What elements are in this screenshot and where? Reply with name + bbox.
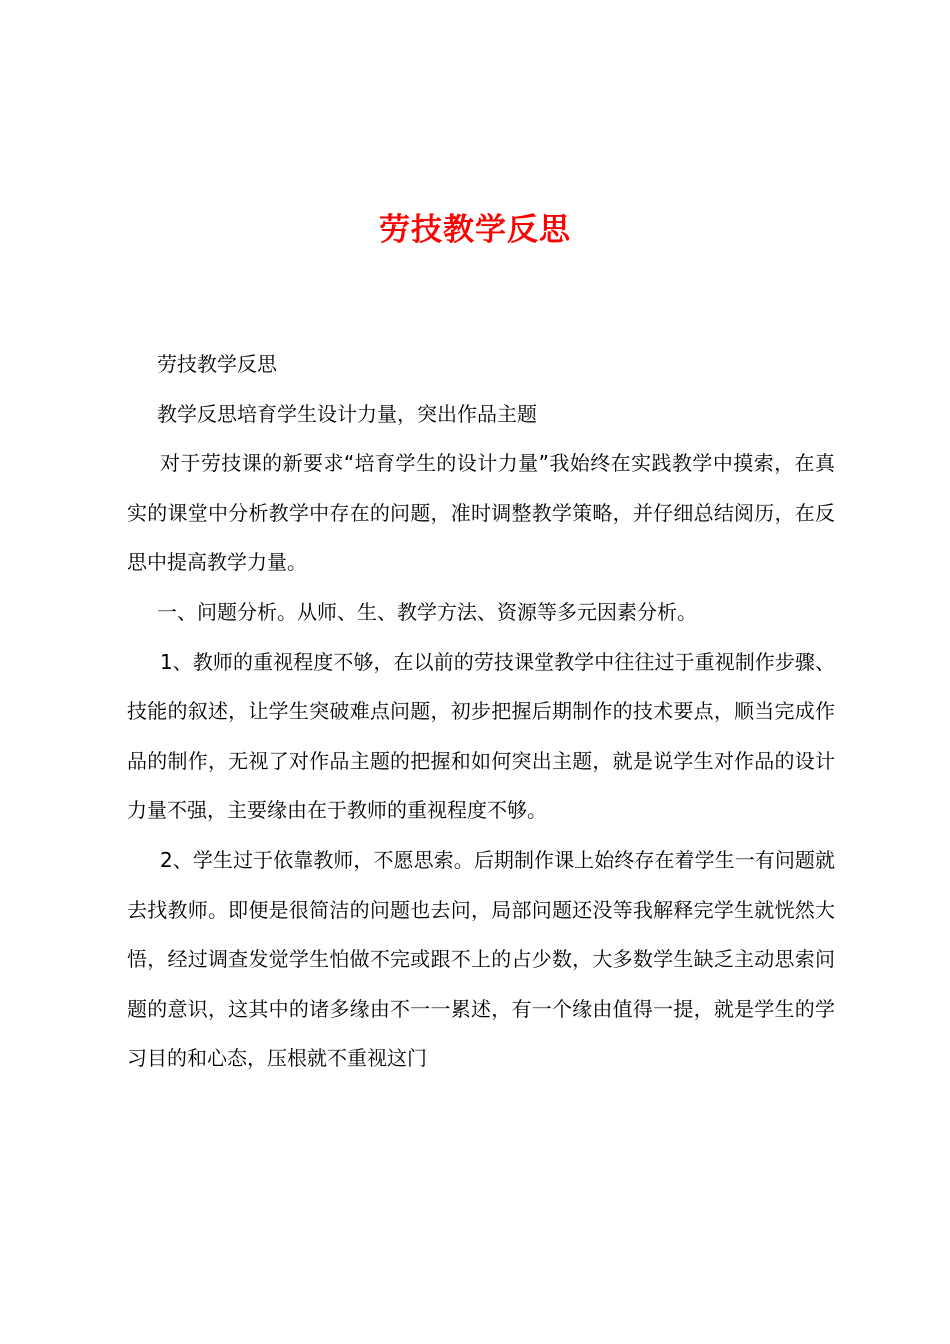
- document-title: 劳技教学反思: [379, 212, 571, 248]
- paragraph-subtitle: 教学反思培育学生设计力量，突出作品主题: [157, 401, 537, 426]
- paragraph-heading: 劳技教学反思: [157, 352, 277, 376]
- paragraph-section-one: 一、问题分析。从师、生、教学方法、资源等多元因素分析。: [157, 599, 697, 624]
- paragraph-point-one: 1、教师的重视程度不够，在以前的劳技课堂教学中往往过于重视制作步骤、技能的叙述，让学生突破难点问题，初步把握后期制作的技术要点，顺当完成作品的制作，无视了对作品主题的把握和如何突出主题，就是说学生对作品的设计力量不强，主要缘由在于教师的重视程度不够。: [127, 649, 835, 823]
- paragraph-intro: 对于劳技课的新要求“培育学生的设计力量”我始终在实践教学中摸索，在真实的课堂中分析教学中存在的问题，准时调整教学策略，并仔细总结阅历，在反思中提高教学力量。: [127, 451, 835, 575]
- paragraph-point-two: 2、学生过于依靠教师，不愿思索。后期制作课上始终存在着学生一有问题就去找教师。即便是很简洁的问题也去问，局部问题还没等我解释完学生就恍然大悟，经过调查发觉学生怕做不完或跟不上的占少数，大多数学生缺乏主动思索问题的意识，这其中的诸多缘由不一一累述，有一个缘由值得一提，就是学生的学习目的和心态，压根就不重视这门: [127, 847, 835, 1071]
- document-body: [127, 340, 835, 1084]
